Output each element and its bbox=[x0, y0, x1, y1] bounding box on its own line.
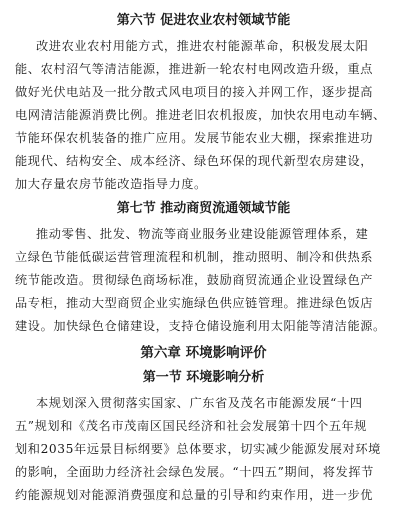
paragraph-line: 五”规划和《茂名市茂南区国民经济和社会发展第十四个五年规 bbox=[15, 419, 368, 433]
paragraph-line: 本规划深入贯彻落实国家、广东省及茂名市能源发展“十四 bbox=[36, 396, 363, 410]
paragraph-line: 建设。加快绿色仓储建设，支持仓储设施利用太阳能等清洁能源。 bbox=[15, 319, 386, 333]
section-heading-environment: 第一节 环境影响分析 bbox=[142, 370, 265, 385]
paragraph-line: 电网清洁能源消费比例。推进老旧农机报废，加快农用电动车辆、 bbox=[15, 108, 386, 122]
paragraph-line: 划和2035年远景目标纲要》总体要求，切实减少能源发展对环境 bbox=[15, 442, 381, 456]
section-heading-agriculture: 第六节 促进农业农村领域节能 bbox=[116, 13, 291, 28]
paragraph-line: 约能源规划对能源消费强度和总量的引导和约束作用，进一步优 bbox=[15, 488, 374, 502]
paragraph-line: 的影响，全面助力经济社会绿色发展。“十四五”期间，将发挥节 bbox=[15, 465, 374, 479]
paragraph-line: 做好光伏电站及一批分散式风电项目的接入并网工作，逐步提高 bbox=[15, 85, 374, 99]
paragraph-line: 统节能改造。贯彻绿色商场标准，鼓励商贸流通企业设置绿色产 bbox=[15, 273, 374, 287]
section-heading-commerce: 第七节 推动商贸流通领域节能 bbox=[116, 201, 291, 216]
paragraph-line: 节能环保农机装备的推广应用。发展节能农业大棚，探索推进功 bbox=[15, 131, 374, 145]
paragraph-line: 能、农村沼气等清洁能源，推进新一轮农村电网改造升级，重点 bbox=[15, 62, 374, 76]
paragraph-line: 能现代、结构安全、成本经济、绿色环保的现代新型农房建设， bbox=[15, 154, 374, 168]
paragraph-line: 加大存量农房节能改造指导力度。 bbox=[15, 177, 207, 191]
chapter-heading: 第六章 环境影响评价 bbox=[140, 345, 267, 361]
paragraph-line: 改进农业农村用能方式，推进农村能源革命，积极发展太阳 bbox=[36, 39, 369, 53]
paragraph-line: 品专柜，推动大型商贸企业实施绿色供应链管理。推进绿色饭店 bbox=[15, 296, 374, 310]
paragraph-line: 立绿色节能低碳运营管理流程和机制，推动照明、制冷和供热系 bbox=[15, 250, 374, 264]
paragraph-line: 推动零售、批发、物流等商业服务业建设能源管理体系，建 bbox=[36, 227, 369, 241]
